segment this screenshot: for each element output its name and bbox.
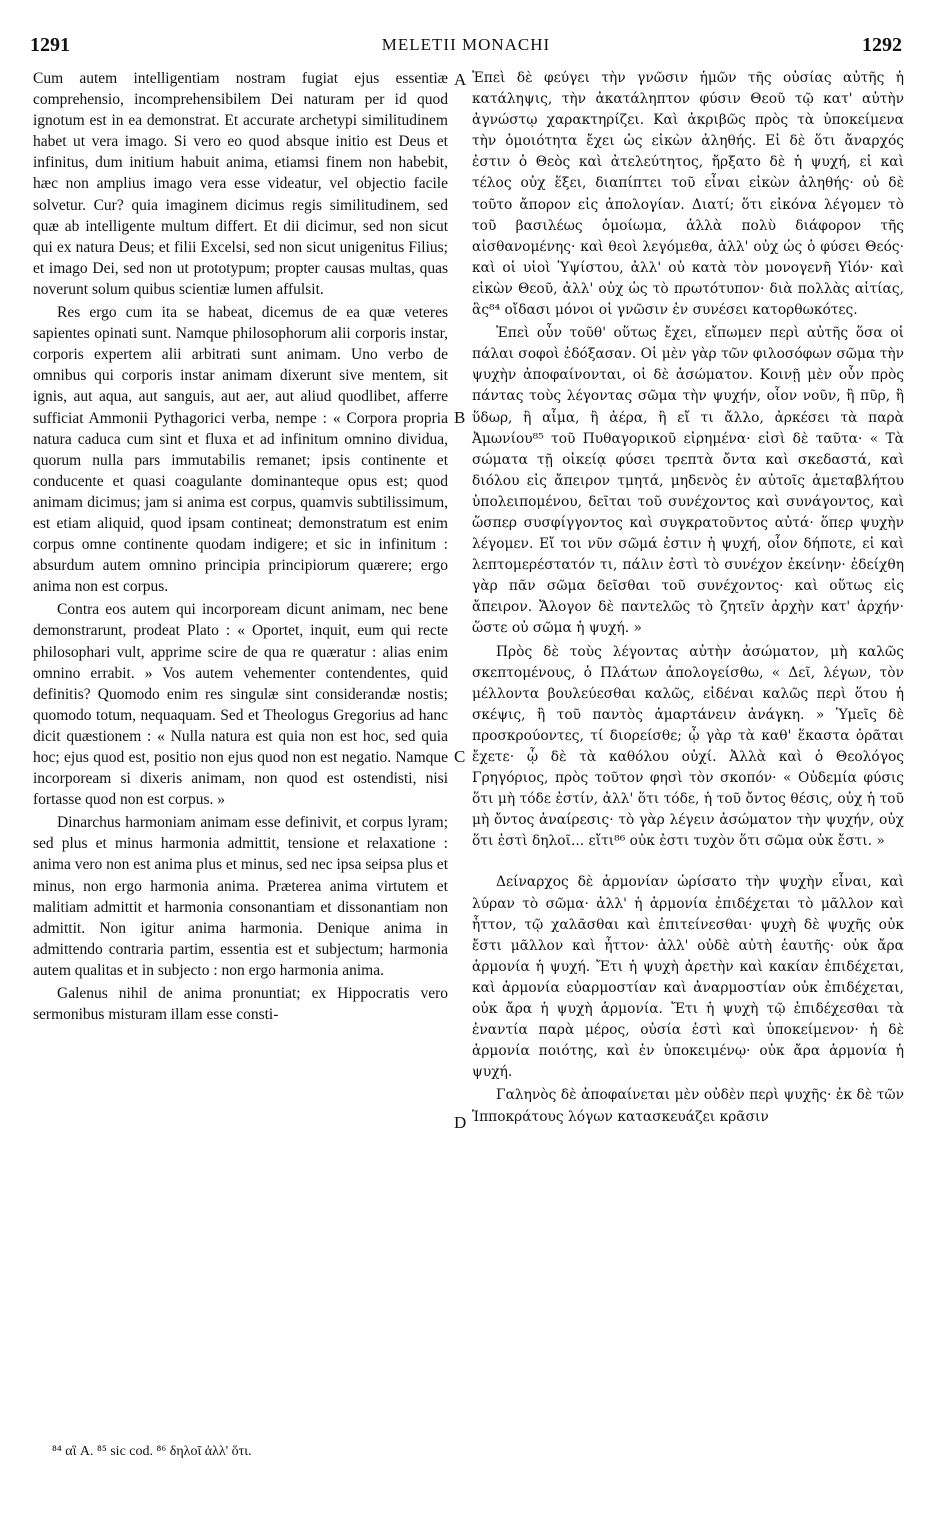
margin-letter-d: D — [454, 1113, 467, 1132]
footnotes: ⁸⁴ αἳ A. ⁸⁵ sic cod. ⁸⁶ δηλοῖ ἀλλ' ὅτι. — [52, 1444, 252, 1459]
latin-paragraph: Galenus nihil de anima pronuntiat; ex Hippocratis vero sermonibus misturam illam esse consti- — [33, 985, 448, 1024]
greek-paragraph: Ἐπεὶ δὲ φεύγει τὴν γνῶσιν ἡμῶν τῆς οὐσίας αὐτῆς ἡ κατάληψις, τὴν ἀκατάληπτον φύσιν Θεοῦ τῷ κατ' αὐτὴν ἀγνώστῳ χαρακτηρίζει. Καὶ ἀκριβῶς πρὸς τὰ ὑποκείμενα τὴν ὁμοιότητα ἔχει ὡς εἰκὼν ἀληθής. Εἰ δὲ ὅτι ἄναρχός ἐστιν ὁ Θεὸς καὶ ἀτελεύτητος, ἤρξατο δὲ ἡ ψυχή, εἰ καὶ τέλος οὐχ ἕξει, διαπίπτει τοῦ εἶναι εἰκὼν ἀληθής· οὐ δὲ τοῦτο ἄπορον εἰς ἀπολογίαν. Διατί; ὅτι εἰκόνα λέγομεν τὸ τοῦ βασιλέως ὁμοίωμα, ἀλλὰ πολὺ διάφορον τῆς αἰσθανομένης· καὶ θεοὶ λεγόμεθα, ἀλλ' οὐχ ὡς ὁ φύσει Θεός· καὶ οἱ υἱοὶ Ὑψίστου, ἀλλ' οὐ κατὰ τὸν μονογενῆ Υἱόν· καὶ εἰκὼν Θεοῦ, ἀλλ' οὐχ ὡς τὸ πρωτότυπον· διὰ πολλὰς αἰτίας, ἃς⁸⁴ οἴδασι μόνοι οἱ γνῶσιν ἐν συνέσει κατορθωκότες. — [472, 70, 904, 319]
margin-letter-c: C — [454, 747, 466, 766]
margin-letter-a: A — [454, 70, 467, 89]
latin-paragraph: Cum autem intelligentiam nostram fugiat ejus essentiæ comprehensio, incomprehensibilem Dei naturam per id quod ignotum est in ea demonstrat. Et accurate archetypi similitudinem habet ut vera imago. Si vero eo quod absque initio est Deus et infinitus, dum initium habuit anima, etiamsi finem non habebit, hæc non amplius imago vera esse videatur, vel objectio facile solvetur. Cur? quia imaginem dicimus regis similitudinem, sed quæ ab intelligente multum differt. Et dii dicimur, sed non sicut qui ex natura Deus; et filii Excelsi, sed non sicut unigenitus Filius; et imago Dei, sed non ut prototypum; propter causas multas, quas noverunt solum quibus scientiæ lumen affulsit. — [33, 70, 448, 298]
page-number-left: 1291 — [30, 34, 70, 56]
running-title: MELETII MONACHI — [381, 35, 551, 54]
greek-paragraph: Δείναρχος δὲ ἁρμονίαν ὡρίσατο τὴν ψυχὴν εἶναι, καὶ λύραν τὸ σῶμα· ἀλλ' ἡ ἁρμονία ἐπιδέχεται τὸ μᾶλλον καὶ ἧττον, τῷ χαλᾶσθαι καὶ ἐπιτείνεσθαι· ψυχὴ δὲ ψυχῆς οὐκ ἔστι μᾶλλον καὶ ἧττον· ἀλλ' οὐδὲ αὐτὴ ἑαυτῆς· οὐκ ἄρα ἁρμονία ἡ ψυχή. Ἔτι ἡ ψυχὴ ἀρετὴν καὶ κακίαν ἐπιδέχεται, καὶ ἁρμονία εὐαρμοστίαν καὶ ἀναρμοστίαν οὐκ ἐπιδέχεται, οὐκ ἄρα ἡ ψυχὴ ἁρμονία. Ἔτι ἡ ψυχὴ τῷ ἐπιδέχεσθαι τὰ ἐναντία παρὰ μέρος, οὐσία ἐστὶ καὶ ὑποκείμενον· ἡ δὲ ἁρμονία ποιότης, καὶ ἐν ὑποκειμένῳ· οὐκ ἄρα ἁρμονία ἡ ψυχή. — [472, 874, 904, 1081]
latin-paragraph: Res ergo cum ita se habeat, dicemus de ea quæ veteres sapientes opinati sunt. Namque philosophorum alii corporis instar, corporis expertem alii arbitrati sunt animam. Uno verbo de omnibus qui corporis instar animam dixerunt sive mentem, sit ignis, aut aqua, aut sanguis, aut aer, aut aliud quodlibet, afferre sufficiat Ammonii Pythagorici verba, nempe : « Corpora propria natura caduca cum sint et fluxa et ad infinitum omnino dividua, quorum nulla pars immutabilis remanet; ipsis continente et conducente et quasi coagulante dominanteque opus est; quod animam dicimus; jam si anima est corpus, quamvis subtilissimum, est etiam aliquid, quod ipsam contineat; demonstratum est enim corpus omne continente quodam indigere; et sic in infinitum : absurdum autem omnino principia principiorum quærere; ergo anima non est corpus. — [33, 304, 448, 596]
latin-column — [33, 68, 448, 1027]
greek-column — [472, 68, 904, 1130]
latin-paragraph: Contra eos autem qui incorpoream dicunt animam, nec bene demonstrarunt, prodeat Plato : « Oportet, inquit, eum qui recte philosophari vult, apprime scire de qua re quæratur : alias enim omnino errabit. » Vos autem vehementer contendentes, quid definitis? Quomodo enim res singulæ sint considerandæ nostis; quomodo totum, nequaquam. Sed et Theologus Gregorius ad hanc dicit quæstionem : « Nulla natura est quia non est hoc, sed quia hoc; ejus quod est, positio non ejus quod non est negatio. Namque incorpoream si dixeris animam, non quod est ostendisti, nisi fortasse quod non est corpus. » — [33, 601, 448, 809]
greek-paragraph: Πρὸς δὲ τοὺς λέγοντας αὐτὴν ἀσώματον, μὴ καλῶς σκεπτομένους, ὁ Πλάτων ἀπολογείσθω, « Δεῖ, λέγων, τὸν μέλλοντα βουλεύεσθαι καλῶς, εἰδέναι καλῶς περὶ ὅτου ἡ σκέψις, ἢ τοῦ παντὸς ἁμαρτάνειν ἀνάγκη. » Ὑμεῖς δὲ προσκρούοντες, τί διορείσθε; ᾧ γὰρ τὰ καθ' ἕκαστα ὁρᾶται ἔχετε· ᾧ δὲ τὰ καθόλου οὐχί. Ἀλλὰ καὶ ὁ Θεολόγος Γρηγόριος, πρὸς τοῦτον φησὶ τὸν σκοπόν· « Οὐδεμία φύσις ὅτι μὴ τόδε ἐστίν, ἀλλ' ὅτι τόδε, ἡ τοῦ ὄντος θέσις, οὐχ ἡ τοῦ μὴ ὄντος ἀναίρεσις· τὸ γὰρ λέγειν ἀσώματον τὴν ψυχήν, οὐχ ὅτι ἐστὶ δηλοῖ... εἴτι⁸⁶ οὐκ ἐστι τυχὸν ὅτι σῶμα οὐκ ἔστι. » — [472, 643, 904, 850]
page-header — [30, 34, 902, 60]
margin-letter-b: B — [454, 408, 466, 427]
greek-paragraph: Γαληνὸς δὲ ἀποφαίνεται μὲν οὐδὲν περὶ ψυχῆς· ἐκ δὲ τῶν Ἱπποκράτους λόγων κατασκευάζει κρᾶσιν — [472, 1087, 904, 1125]
page-number-right: 1292 — [862, 34, 902, 56]
greek-paragraph: Ἐπεὶ οὖν τοῦθ' οὕτως ἔχει, εἴπωμεν περὶ αὐτῆς ὅσα οἱ πάλαι σοφοὶ ἐδόξασαν. Οἱ μὲν γὰρ τῶν φιλοσόφων σῶμα τὴν ψυχὴν ἀποφαίνονται, οἱ δὲ ἀσώματον. Κοινῇ μὲν οὖν πρὸς πάντας τοὺς λέγοντας σῶμα τὴν ψυχήν, οἷον νοῦν, ἢ πῦρ, ἢ ὕδωρ, ἢ αἷμα, ἢ ἀέρα, ἢ εἴ τι ἄλλο, ἀρκέσει τὰ παρὰ Ἀμωνίου⁸⁵ τοῦ Πυθαγορικοῦ εἰρημένα· εἰσὶ δὲ ταῦτα· « Τὰ σώματα τῇ οἰκείᾳ φύσει τρεπτὰ ὄντα καὶ σκεδαστά, καὶ διόλου εἰς ἄπειρον τμητά, μηδενὸς ἐν αὐτοῖς ἀμεταβλήτου ὑπολειπομένου, δεῖται τοῦ συνέχοντος καὶ συνάγοντος, καὶ ὥσπερ συσφίγγοντος καὶ συγκρατοῦντος αὐτά· ὅπερ ψυχὴν λέγομεν. Εἴ τοι νῦν σῶμά ἐστιν ἡ ψυχή, οἷον δήποτε, εἰ καὶ λεπτομερέστατόν τι, πάλιν ἐστὶ τὸ συνέχον ἐκείνην· ἐδείχθη γὰρ πᾶν σῶμα δεῖσθαι τοῦ συνέχοντος· καὶ οὕτως εἰς ἄπειρον. Ἄλογον δὲ παντελῶς τὸ ζητεῖν ἀρχὴν κατ' ἀρχήν· ὥστε οὐ σῶμα ἡ ψυχή. » — [472, 325, 904, 637]
latin-paragraph: Dinarchus harmoniam animam esse definivit, et corpus lyram; sed plus et minus harmonia admittit, tensione et relaxatione : anima vero non est anima plus et minus, sed nec ipsa seipsa plus et minus, non ergo harmonia anima. Præterea anima virtutem et malitiam admittit et harmonia consonantiam et dissonantiam non admittit. Non igitur anima harmonia. Denique anima in admittendo contraria partim, essentia est et subjectum; harmonia autem qualitas et in subjecto : non ergo harmonia anima. — [33, 814, 448, 979]
